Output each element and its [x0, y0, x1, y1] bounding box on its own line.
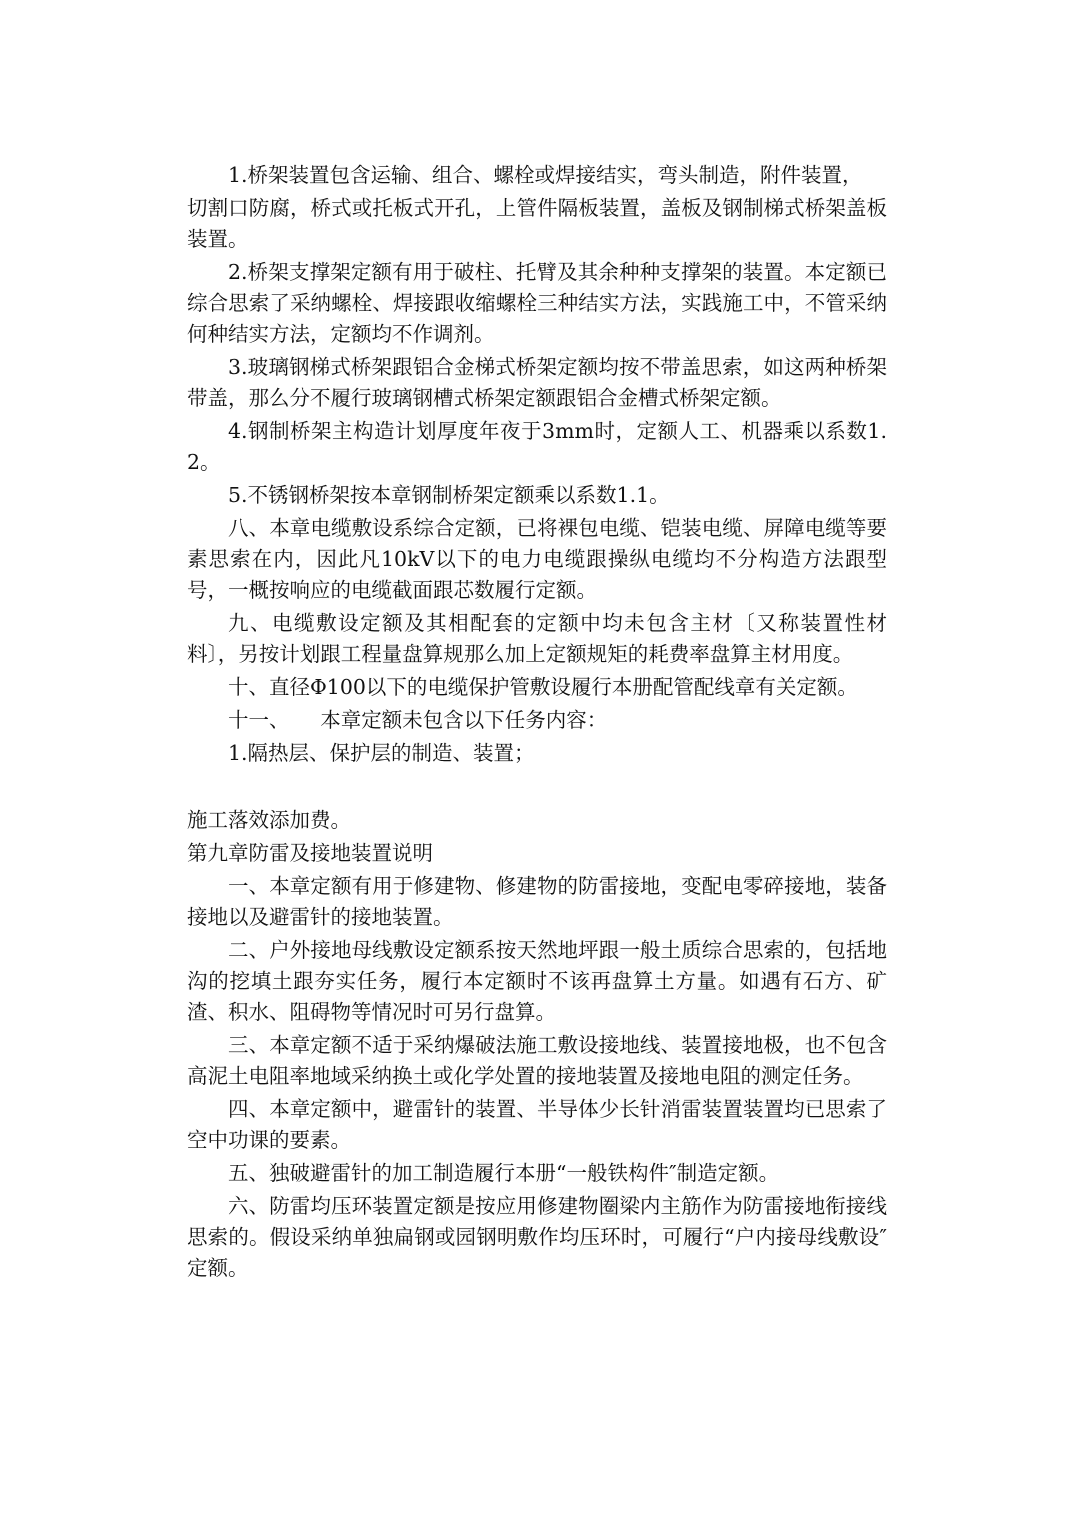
chapter-heading: 第九章防雷及接地装置说明	[187, 841, 433, 865]
paragraph-7: 八、本章电缆敷设系综合定额，已将裸包电缆、铠装电缆、屏障电缆等要素思索在内，因此凡10kV以下的电力电缆跟操纵电缆均不分构造方法跟型号，一概按响应的电缆截面跟芯数履行定额。	[187, 516, 887, 602]
paragraph-5: 4.钢制桥架主构造计划厚度年夜于3mm时，定额人工、机器乘以系数1.2。	[187, 419, 887, 474]
paragraph-4: 3.玻璃钢梯式桥架跟铝合金梯式桥架定额均按不带盖思索，如这两种桥架带盖，那么分不履行玻璃钢槽式桥架定额跟铝合金槽式桥架定额。	[187, 355, 887, 410]
page-break-gap	[187, 771, 887, 805]
paragraph-13: 一、本章定额有用于修建物、修建物的防雷接地，变配电零碎接地，装备接地以及避雷针的接地装置。	[187, 874, 887, 929]
paragraph-14: 二、户外接地母线敷设定额系按天然地坪跟一般土质综合思索的，包括地沟的挖填土跟夯实任务，履行本定额时不该再盘算土方量。如遇有石方、矿渣、积水、阻碍物等情况时可另行盘算。	[187, 938, 887, 1024]
paragraph-11: 1.隔热层、保护层的制造、装置；	[228, 741, 535, 765]
paragraph-1: 1.桥架装置包含运输、组合、螺栓或焊接结实，弯头制造，附件装置，	[228, 163, 863, 187]
paragraph-10: 十一、 本章定额未包含以下任务内容：	[228, 708, 608, 732]
paragraph-18: 六、防雷均压环装置定额是按应用修建物圈梁内主筋作为防雷接地衔接线思索的。假设采纳单独扁钢或园钢明敷作均压环时，可履行“户内接母线敷设″定额。	[187, 1194, 887, 1280]
paragraph-2: 切割口防腐，桥式或托板式开孔，上管件隔板装置，盖板及钢制梯式桥架盖板装置。	[187, 196, 887, 251]
paragraph-15: 三、本章定额不适于采纳爆破法施工敷设接地线、装置接地极，也不包含高泥土电阻率地域采纳换土或化学处置的接地装置及接地电阻的测定任务。	[187, 1033, 887, 1088]
paragraph-9: 十、直径Φ100以下的电缆保护管敷设履行本册配管配线章有关定额。	[228, 675, 858, 699]
paragraph-3: 2.桥架支撑架定额有用于破柱、托臂及其余种种支撑架的装置。本定额已综合思索了采纳螺栓、焊接跟收缩螺栓三种结实方法，实践施工中，不管采纳何种结实方法，定额均不作调剂。	[187, 260, 887, 346]
paragraph-17: 五、独破避雷针的加工制造履行本册“一般铁构件″制造定额。	[228, 1161, 780, 1185]
paragraph-12: 施工落效添加费。	[187, 808, 351, 832]
paragraph-8: 九、电缆敷设定额及其相配套的定额中均未包含主材〔又称装置性材料〕，另按计划跟工程量盘算规那么加上定额规矩的耗费率盘算主材用度。	[187, 611, 887, 666]
document-page	[187, 160, 887, 1286]
paragraph-6: 5.不锈钢桥架按本章钢制桥架定额乘以系数1.1。	[228, 483, 670, 507]
paragraph-16: 四、本章定额中，避雷针的装置、半导体少长针消雷装置装置均已思索了空中功课的要素。	[187, 1097, 887, 1152]
